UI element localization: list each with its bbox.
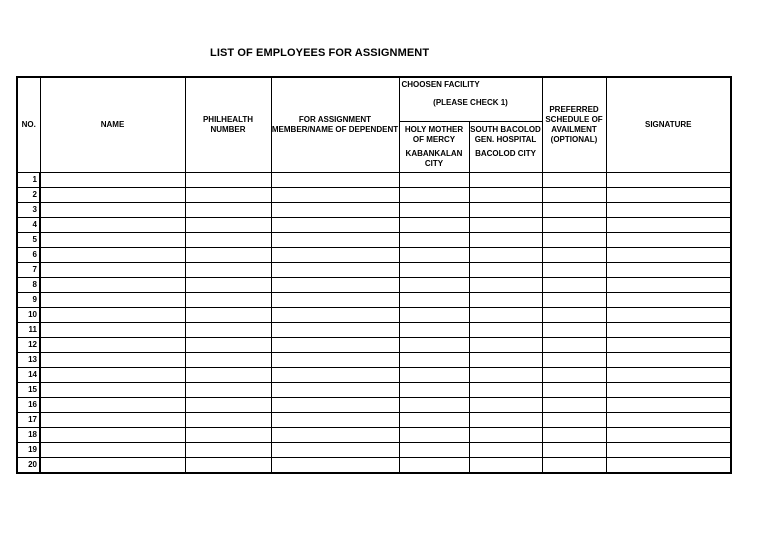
name-cell[interactable]	[40, 308, 185, 323]
table-row	[17, 218, 731, 233]
facility-holy-mother-check-cell[interactable]	[399, 188, 469, 203]
preferred-schedule-cell[interactable]	[542, 338, 606, 353]
assignment-member-cell[interactable]	[271, 248, 399, 263]
signature-cell[interactable]	[606, 263, 731, 278]
table-row	[17, 428, 731, 443]
table-row	[17, 203, 731, 218]
signature-cell[interactable]	[606, 398, 731, 413]
facility-holy-mother-check-cell[interactable]	[399, 278, 469, 293]
name-cell[interactable]	[40, 323, 185, 338]
name-cell[interactable]	[40, 368, 185, 383]
assignment-member-cell[interactable]	[271, 308, 399, 323]
signature-cell[interactable]	[606, 428, 731, 443]
table-row	[17, 458, 731, 474]
assignment-member-cell[interactable]	[271, 173, 399, 188]
assignment-member-cell[interactable]	[271, 383, 399, 398]
facility-holy-mother-check-cell[interactable]	[399, 458, 469, 474]
signature-cell[interactable]	[606, 218, 731, 233]
philhealth-number-cell[interactable]	[185, 368, 271, 383]
signature-cell[interactable]	[606, 203, 731, 218]
row-number-cell: 5	[17, 233, 40, 248]
name-cell[interactable]	[40, 443, 185, 458]
facility-south-bacolod-check-cell[interactable]	[469, 188, 542, 203]
header-facility-holy-mother	[399, 122, 469, 173]
facility-south-bacolod-check-cell[interactable]	[469, 368, 542, 383]
assignment-member-cell[interactable]	[271, 338, 399, 353]
facility-south-bacolod-check-cell[interactable]	[469, 398, 542, 413]
philhealth-number-cell[interactable]	[185, 263, 271, 278]
row-number-cell: 17	[17, 413, 40, 428]
facility-south-bacolod-check-cell[interactable]	[469, 413, 542, 428]
signature-cell[interactable]	[606, 338, 731, 353]
philhealth-number-cell[interactable]	[185, 428, 271, 443]
table-row	[17, 338, 731, 353]
name-cell[interactable]	[40, 188, 185, 203]
facility-south-bacolod-check-cell[interactable]	[469, 308, 542, 323]
signature-cell[interactable]	[606, 458, 731, 474]
facility-holy-mother-check-cell[interactable]	[399, 383, 469, 398]
facility-holy-mother-check-cell[interactable]	[399, 428, 469, 443]
signature-cell[interactable]	[606, 278, 731, 293]
philhealth-number-cell[interactable]	[185, 338, 271, 353]
row-number-cell: 16	[17, 398, 40, 413]
facility-south-bacolod-check-cell[interactable]	[469, 278, 542, 293]
header-chosen-facility	[399, 77, 542, 122]
facility-holy-mother-check-cell[interactable]	[399, 368, 469, 383]
facility-holy-mother-check-cell[interactable]	[399, 293, 469, 308]
philhealth-number-cell[interactable]	[185, 308, 271, 323]
signature-cell[interactable]	[606, 323, 731, 338]
facility1-city: KABANKALAN CITY	[405, 149, 463, 168]
table-row	[17, 323, 731, 338]
row-number-cell: 8	[17, 278, 40, 293]
facility-south-bacolod-check-cell[interactable]	[469, 203, 542, 218]
header-signature: SIGNATURE	[606, 77, 731, 173]
assignment-member-cell[interactable]	[271, 263, 399, 278]
signature-cell[interactable]	[606, 383, 731, 398]
assignment-member-cell[interactable]	[271, 413, 399, 428]
signature-cell[interactable]	[606, 368, 731, 383]
facility-holy-mother-check-cell[interactable]	[399, 248, 469, 263]
preferred-schedule-cell[interactable]	[542, 218, 606, 233]
facility-south-bacolod-check-cell[interactable]	[469, 293, 542, 308]
facility-south-bacolod-check-cell[interactable]	[469, 263, 542, 278]
name-cell[interactable]	[40, 383, 185, 398]
philhealth-number-cell[interactable]	[185, 458, 271, 474]
row-number-cell: 20	[17, 458, 40, 474]
row-number-cell: 13	[17, 353, 40, 368]
signature-cell[interactable]	[606, 413, 731, 428]
philhealth-number-cell[interactable]	[185, 293, 271, 308]
name-cell[interactable]	[40, 248, 185, 263]
name-cell[interactable]	[40, 338, 185, 353]
facility-south-bacolod-check-cell[interactable]	[469, 218, 542, 233]
facility-holy-mother-check-cell[interactable]	[399, 413, 469, 428]
philhealth-number-cell[interactable]	[185, 203, 271, 218]
table-row	[17, 443, 731, 458]
philhealth-number-cell[interactable]	[185, 443, 271, 458]
facility-holy-mother-check-cell[interactable]	[399, 353, 469, 368]
please-check-label: (PLEASE CHECK 1)	[433, 98, 508, 107]
chosen-facility-label: CHOOSEN FACILITY	[401, 80, 480, 89]
philhealth-number-cell[interactable]	[185, 413, 271, 428]
signature-cell[interactable]	[606, 188, 731, 203]
preferred-schedule-cell[interactable]	[542, 248, 606, 263]
facility-holy-mother-check-cell[interactable]	[399, 173, 469, 188]
table-row	[17, 248, 731, 263]
philhealth-number-cell[interactable]	[185, 398, 271, 413]
table-header	[17, 77, 731, 173]
facility-holy-mother-check-cell[interactable]	[399, 233, 469, 248]
facility-holy-mother-check-cell[interactable]	[399, 398, 469, 413]
facility-south-bacolod-check-cell[interactable]	[469, 233, 542, 248]
facility-south-bacolod-check-cell[interactable]	[469, 458, 542, 474]
philhealth-number-cell[interactable]	[185, 218, 271, 233]
signature-cell[interactable]	[606, 293, 731, 308]
assignment-member-cell[interactable]	[271, 443, 399, 458]
table-row	[17, 188, 731, 203]
signature-cell[interactable]	[606, 443, 731, 458]
row-number-cell: 10	[17, 308, 40, 323]
philhealth-number-cell[interactable]	[185, 383, 271, 398]
facility-south-bacolod-check-cell[interactable]	[469, 383, 542, 398]
name-cell[interactable]	[40, 263, 185, 278]
preferred-schedule-cell[interactable]	[542, 443, 606, 458]
table-row	[17, 293, 731, 308]
preferred-schedule-cell[interactable]	[542, 233, 606, 248]
table-body	[17, 173, 731, 474]
row-number-cell: 4	[17, 218, 40, 233]
row-number-cell: 1	[17, 173, 40, 188]
header-facility-south-bacolod	[469, 122, 542, 173]
table-row	[17, 353, 731, 368]
preferred-schedule-cell[interactable]	[542, 458, 606, 474]
facility-south-bacolod-check-cell[interactable]	[469, 353, 542, 368]
assignment-member-cell[interactable]	[271, 353, 399, 368]
facility1-name: HOLY MOTHER OF MERCY	[404, 125, 464, 144]
row-number-cell: 6	[17, 248, 40, 263]
philhealth-number-cell[interactable]	[185, 233, 271, 248]
signature-cell[interactable]	[606, 173, 731, 188]
row-number-cell: 3	[17, 203, 40, 218]
facility-south-bacolod-check-cell[interactable]	[469, 173, 542, 188]
header-name: NAME	[40, 77, 185, 173]
assignment-member-cell[interactable]	[271, 233, 399, 248]
table-row	[17, 278, 731, 293]
name-cell[interactable]	[40, 398, 185, 413]
header-assignment-member: FOR ASSIGNMENT MEMBER/NAME OF DEPENDENT	[271, 77, 399, 173]
table-row	[17, 413, 731, 428]
name-cell[interactable]	[40, 293, 185, 308]
row-number-cell: 7	[17, 263, 40, 278]
facility-south-bacolod-check-cell[interactable]	[469, 338, 542, 353]
facility-holy-mother-check-cell[interactable]	[399, 308, 469, 323]
name-cell[interactable]	[40, 458, 185, 474]
preferred-schedule-cell[interactable]	[542, 188, 606, 203]
preferred-schedule-cell[interactable]	[542, 263, 606, 278]
assignment-member-cell[interactable]	[271, 203, 399, 218]
name-cell[interactable]	[40, 218, 185, 233]
facility-south-bacolod-check-cell[interactable]	[469, 323, 542, 338]
philhealth-number-cell[interactable]	[185, 323, 271, 338]
name-cell[interactable]	[40, 173, 185, 188]
preferred-schedule-cell[interactable]	[542, 308, 606, 323]
row-number-cell: 9	[17, 293, 40, 308]
name-cell[interactable]	[40, 203, 185, 218]
table-row	[17, 263, 731, 278]
assignment-member-cell[interactable]	[271, 218, 399, 233]
header-preferred-schedule: PREFERRED SCHEDULE OF AVAILMENT (OPTIONAL)	[542, 77, 606, 173]
preferred-schedule-cell[interactable]	[542, 398, 606, 413]
assignment-member-cell[interactable]	[271, 323, 399, 338]
table-row	[17, 383, 731, 398]
facility-holy-mother-check-cell[interactable]	[399, 323, 469, 338]
preferred-schedule-cell[interactable]	[542, 203, 606, 218]
table-row	[17, 173, 731, 188]
name-cell[interactable]	[40, 353, 185, 368]
header-no: NO.	[17, 77, 40, 173]
preferred-schedule-cell[interactable]	[542, 173, 606, 188]
facility-south-bacolod-check-cell[interactable]	[469, 443, 542, 458]
facility2-name: SOUTH BACOLOD GEN. HOSPITAL	[470, 125, 541, 144]
row-number-cell: 19	[17, 443, 40, 458]
preferred-schedule-cell[interactable]	[542, 368, 606, 383]
row-number-cell: 15	[17, 383, 40, 398]
row-number-cell: 11	[17, 323, 40, 338]
row-number-cell: 18	[17, 428, 40, 443]
preferred-schedule-cell[interactable]	[542, 353, 606, 368]
signature-cell[interactable]	[606, 353, 731, 368]
signature-cell[interactable]	[606, 248, 731, 263]
row-number-cell: 12	[17, 338, 40, 353]
assignment-member-cell[interactable]	[271, 458, 399, 474]
assignment-member-cell[interactable]	[271, 293, 399, 308]
name-cell[interactable]	[40, 413, 185, 428]
facility-holy-mother-check-cell[interactable]	[399, 218, 469, 233]
table-row	[17, 233, 731, 248]
name-cell[interactable]	[40, 278, 185, 293]
facility2-city: BACOLOD CITY	[475, 149, 536, 158]
philhealth-number-cell[interactable]	[185, 353, 271, 368]
philhealth-number-cell[interactable]	[185, 278, 271, 293]
signature-cell[interactable]	[606, 308, 731, 323]
assignment-member-cell[interactable]	[271, 428, 399, 443]
assignment-member-cell[interactable]	[271, 368, 399, 383]
row-number-cell: 14	[17, 368, 40, 383]
facility-holy-mother-check-cell[interactable]	[399, 263, 469, 278]
preferred-schedule-cell[interactable]	[542, 323, 606, 338]
assignment-member-cell[interactable]	[271, 188, 399, 203]
document-title: LIST OF EMPLOYEES FOR ASSIGNMENT	[210, 47, 430, 59]
name-cell[interactable]	[40, 233, 185, 248]
header-philhealth-number: PHILHEALTH NUMBER	[185, 77, 271, 173]
facility-holy-mother-check-cell[interactable]	[399, 203, 469, 218]
facility-south-bacolod-check-cell[interactable]	[469, 248, 542, 263]
preferred-schedule-cell[interactable]	[542, 383, 606, 398]
philhealth-number-cell[interactable]	[185, 248, 271, 263]
table-row	[17, 368, 731, 383]
name-cell[interactable]	[40, 428, 185, 443]
assignment-member-cell[interactable]	[271, 398, 399, 413]
preferred-schedule-cell[interactable]	[542, 293, 606, 308]
signature-cell[interactable]	[606, 233, 731, 248]
table-row	[17, 308, 731, 323]
preferred-schedule-cell[interactable]	[542, 428, 606, 443]
facility-holy-mother-check-cell[interactable]	[399, 338, 469, 353]
assignment-member-cell[interactable]	[271, 278, 399, 293]
row-number-cell: 2	[17, 188, 40, 203]
employee-assignment-table	[16, 76, 732, 474]
philhealth-number-cell[interactable]	[185, 173, 271, 188]
facility-south-bacolod-check-cell[interactable]	[469, 428, 542, 443]
preferred-schedule-cell[interactable]	[542, 413, 606, 428]
facility-holy-mother-check-cell[interactable]	[399, 443, 469, 458]
preferred-schedule-cell[interactable]	[542, 278, 606, 293]
table-row	[17, 398, 731, 413]
philhealth-number-cell[interactable]	[185, 188, 271, 203]
